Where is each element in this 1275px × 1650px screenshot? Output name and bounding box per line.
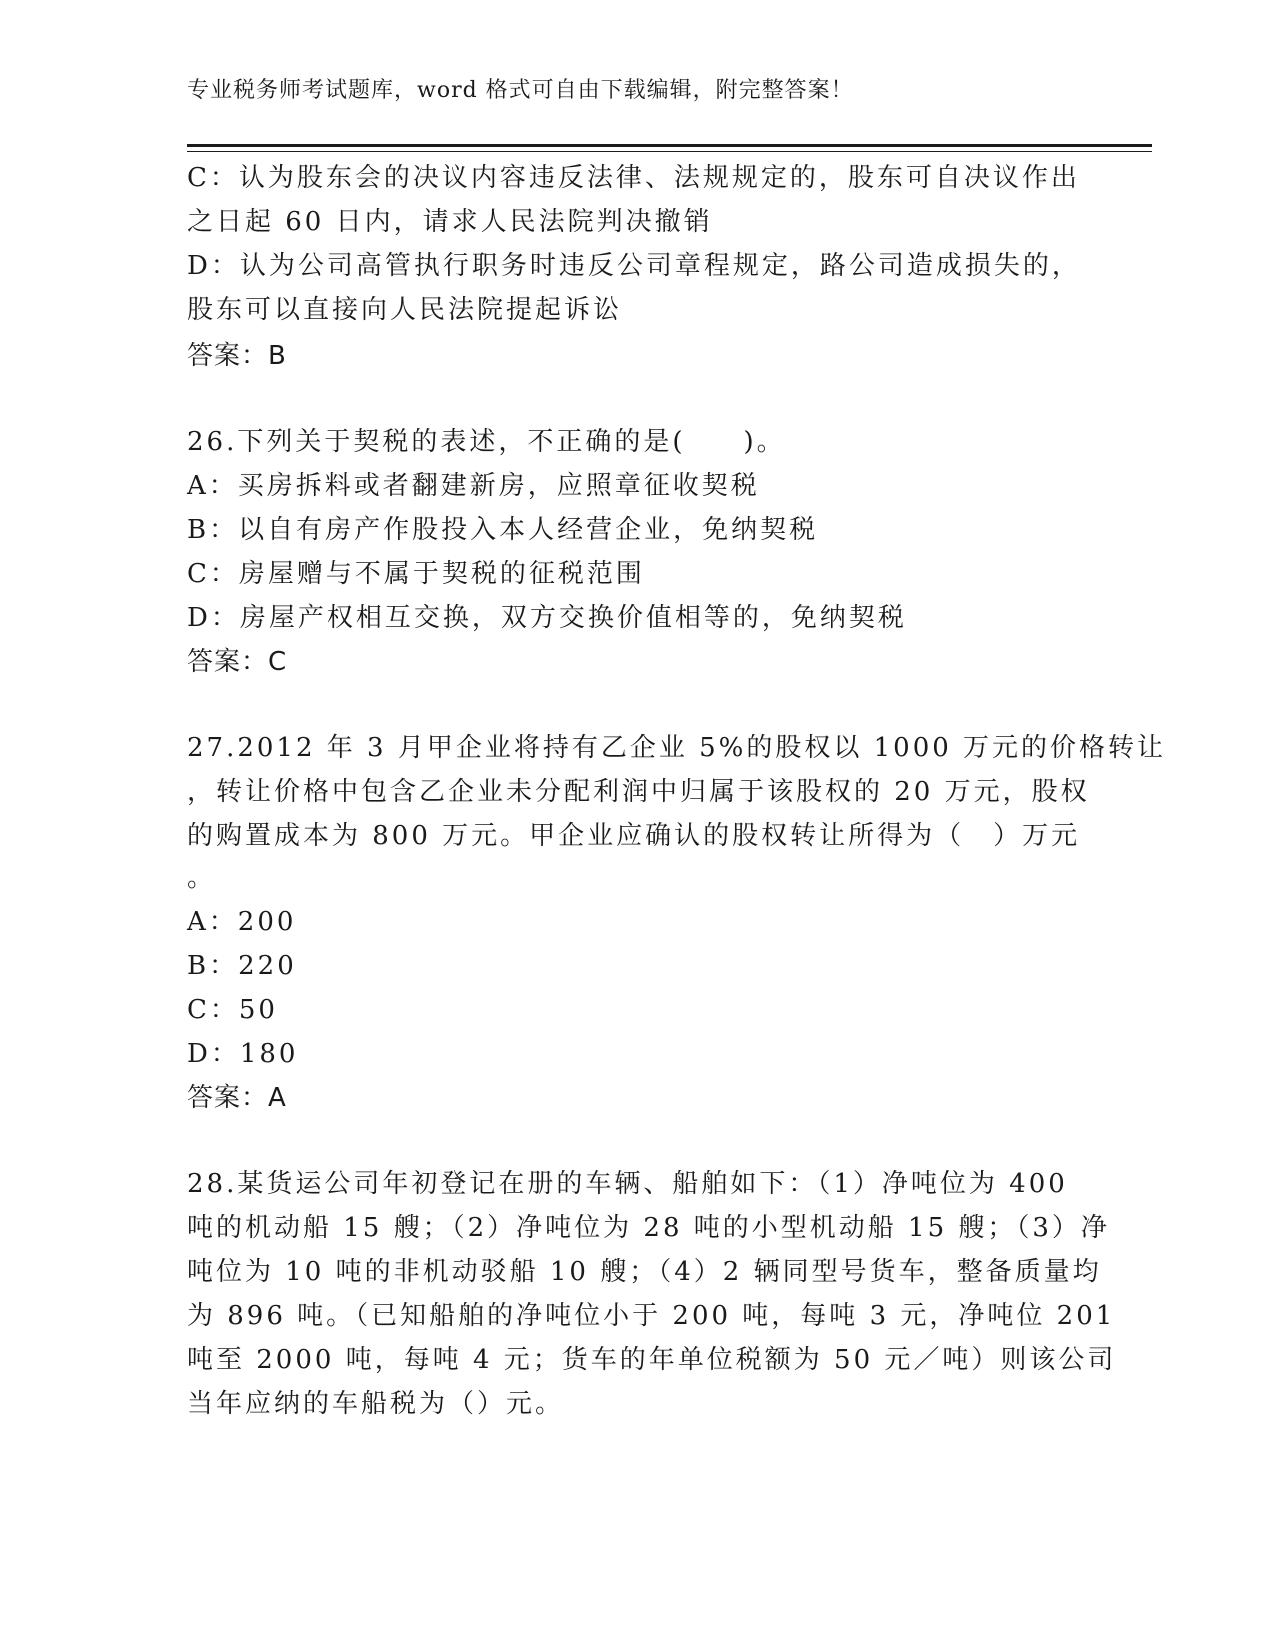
q26-option-a: A：买房拆料或者翻建新房，应照章征收契税: [187, 471, 760, 501]
q27-stem-line4: 。: [187, 863, 217, 893]
q25-option-c-line1: C：认为股东会的决议内容违反法律、法规规定的，股东可自决议作出: [187, 163, 1080, 193]
q26-answer: 答案：C: [187, 647, 288, 677]
page-header: 专业税务师考试题库，word 格式可自由下载编辑，附完整答案！: [187, 78, 854, 103]
q27-option-a: A：200: [187, 907, 297, 937]
q28-stem-line2: 吨的机动船 15 艘；（2）净吨位为 28 吨的小型机动船 15 艘；（3）净: [187, 1213, 1110, 1243]
q25-option-c-line2: 之日起 60 日内，请求人民法院判决撤销: [187, 207, 713, 237]
q28-stem-line1: 28.某货运公司年初登记在册的车辆、船舶如下：（1）净吨位为 400: [187, 1169, 1068, 1199]
q27-answer: 答案：A: [187, 1083, 287, 1113]
q27-option-c: C：50: [187, 995, 278, 1025]
q27-option-b: B：220: [187, 951, 297, 981]
q28-stem-line6: 当年应纳的车船税为（）元。: [187, 1389, 565, 1419]
q28-stem-line4: 为 896 吨。（已知船舶的净吨位小于 200 吨，每吨 3 元，净吨位 201: [187, 1301, 1116, 1331]
q26-option-c: C：房屋赠与不属于契税的征税范围: [187, 559, 645, 589]
q28-stem-line3: 吨位为 10 吨的非机动驳船 10 艘；（4）2 辆同型号货车，整备质量均: [187, 1257, 1102, 1287]
q27-stem-line3: 的购置成本为 800 万元。甲企业应确认的股权转让所得为（ ）万元: [187, 821, 1081, 851]
q25-answer: 答案：B: [187, 341, 287, 371]
q26-option-b: B：以自有房产作股投入本人经营企业，免纳契税: [187, 515, 819, 545]
q27-stem-line1: 27.2012 年 3 月甲企业将持有乙企业 5%的股权以 1000 万元的价格转让: [187, 733, 1167, 763]
header-divider-thin: [187, 151, 1152, 152]
q25-option-d-line2: 股东可以直接向人民法院提起诉讼: [187, 295, 623, 325]
q28-stem-line5: 吨至 2000 吨，每吨 4 元；货车的年单位税额为 50 元／吨）则该公司: [187, 1345, 1117, 1375]
header-divider-thick: [187, 144, 1152, 147]
q27-stem-line2: ，转让价格中包含乙企业未分配利润中归属于该股权的 20 万元，股权: [187, 777, 1090, 807]
q25-option-d-line1: D：认为公司高管执行职务时违反公司章程规定，路公司造成损失的，: [187, 251, 1081, 281]
q26-option-d: D：房屋产权相互交换，双方交换价值相等的，免纳契税: [187, 603, 907, 633]
q26-stem: 26.下列关于契税的表述，不正确的是( )。: [187, 427, 786, 457]
q27-option-d: D：180: [187, 1039, 299, 1069]
